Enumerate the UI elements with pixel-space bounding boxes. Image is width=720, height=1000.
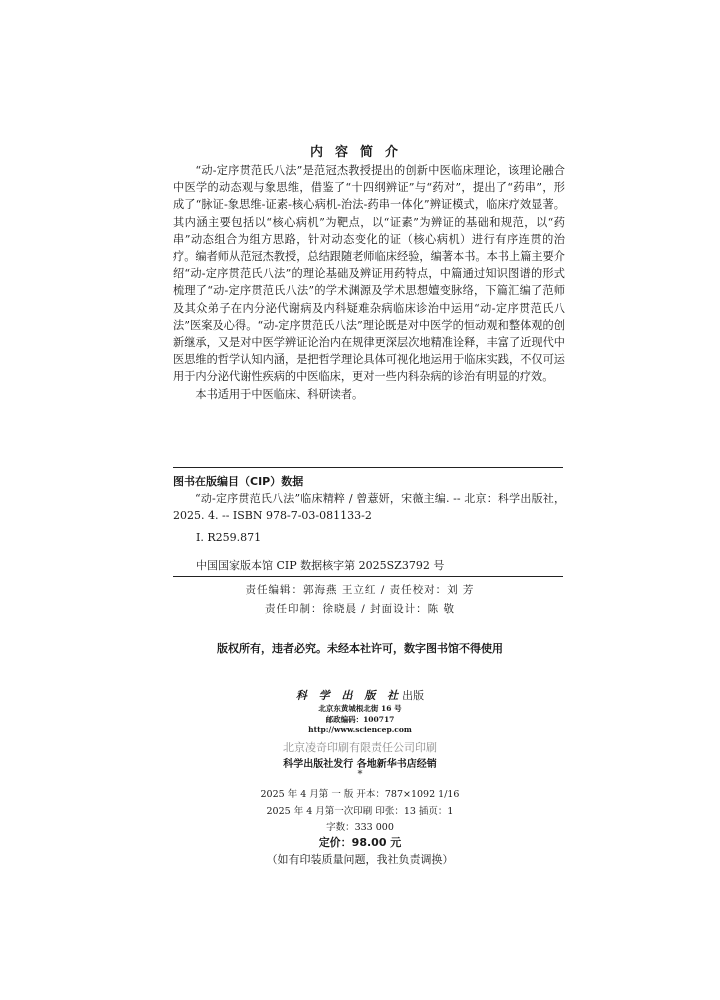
summary-title: 内容简介 — [309, 145, 410, 160]
publisher-address: 北京东黄城根北街 16 号 — [318, 704, 402, 713]
publisher-suffix: 出版 — [402, 689, 425, 702]
distribution: 科学出版社发行 各地新华书店经销 — [283, 759, 437, 770]
production-credits: 责任印制：徐晓晨 / 封面设计：陈 敬 — [264, 603, 456, 615]
printing-info: 2025 年 4 月第一次印刷 印张：13 插页：1 — [266, 806, 454, 817]
edition-info: 2025 年 4 月第 一 版 开本：787×1092 1/16 — [260, 789, 460, 800]
editor-credits: 责任编辑：郭海燕 王立红 / 责任校对：刘 芳 — [245, 584, 475, 596]
cip-top-rule — [173, 467, 563, 468]
publisher-name — [0, 687, 720, 703]
summary-paragraph-2: 本书适用于中医临床、科研读者。 — [195, 387, 364, 401]
publisher-postcode: 邮政编码：100717 — [325, 715, 395, 724]
printer-name: 北京凌奇印刷有限责任公司印刷 — [283, 741, 437, 754]
cip-entry: “动-定序贯范氏八法”临床精粹 / 曾薏妍，宋薇主编. -- 北京：科学出版社， 2025. 4. -- ISBN 978-7-03-081133-2 — [173, 492, 565, 522]
cip-classification: Ⅰ. R259.871 — [196, 531, 262, 544]
word-count: 字数：333 000 — [326, 822, 394, 833]
cip-verification: 中国国家版本馆 CIP 数据核字第 2025SZ3792 号 — [196, 559, 445, 572]
quality-note: （如有印装质量问题，我社负责调换） — [266, 853, 454, 866]
cip-bottom-rule — [173, 576, 563, 577]
summary-text — [173, 162, 565, 403]
separator-star: * — [357, 769, 363, 780]
copyright-notice: 版权所有，违者必究。未经本社许可，数字图书馆不得使用 — [217, 642, 503, 655]
price: 定价：98.00 元 — [318, 836, 402, 849]
publisher-logo-text: 科 学 出 版 社 — [295, 689, 403, 702]
cip-heading: 图书在版编目（CIP）数据 — [173, 475, 304, 488]
publisher-url: http://www.sciencep.com — [308, 725, 412, 734]
summary-paragraph-1: “动-定序贯范氏八法”是范冠杰教授提出的创新中医临床理论，该理论融合中医学的动态观与象思维，借鉴了“十四纲辨证”与“药对”，提出了“药串”，形成了“脉证-象思维-证素-核心病机-治法-药串一体化”辨证模式，临床疗效显著。其内涵主要包括以“核心病机”为靶点，以“证素”为辨证的基础和规范，以“药串”动态组合为组方思路，针对动态变化的证（核心病机）进行有序连贯的治疗。编者师从范冠杰教授，总结跟随老师临床经验，编著本书。本书上篇主要介绍“动-定序贯范氏八法”的理论基础及辨证用药特点，中篇通过知识图谱的形式梳理了“动-定序贯范氏八法”的学术渊源及学术思想嬗变脉络，下篇汇编了范师及其众弟子在内分泌代谢病及内科疑难杂病临床诊治中运用“动-定序贯范氏八法”医案及心得。“动-定序贯范氏八法”理论既是对中医学的恒动观和整体观的创新继承，又是对中医学辨证论治内在规律更深层次地精准诠释，丰富了近现代中医思维的哲学认知内涵，是把哲学理论具体可视化地运用于临床实践，不仅可运用于内分泌代谢性疾病的中医临床，更对一些内科杂病的诊治有明显的疗效。 — [173, 164, 565, 384]
